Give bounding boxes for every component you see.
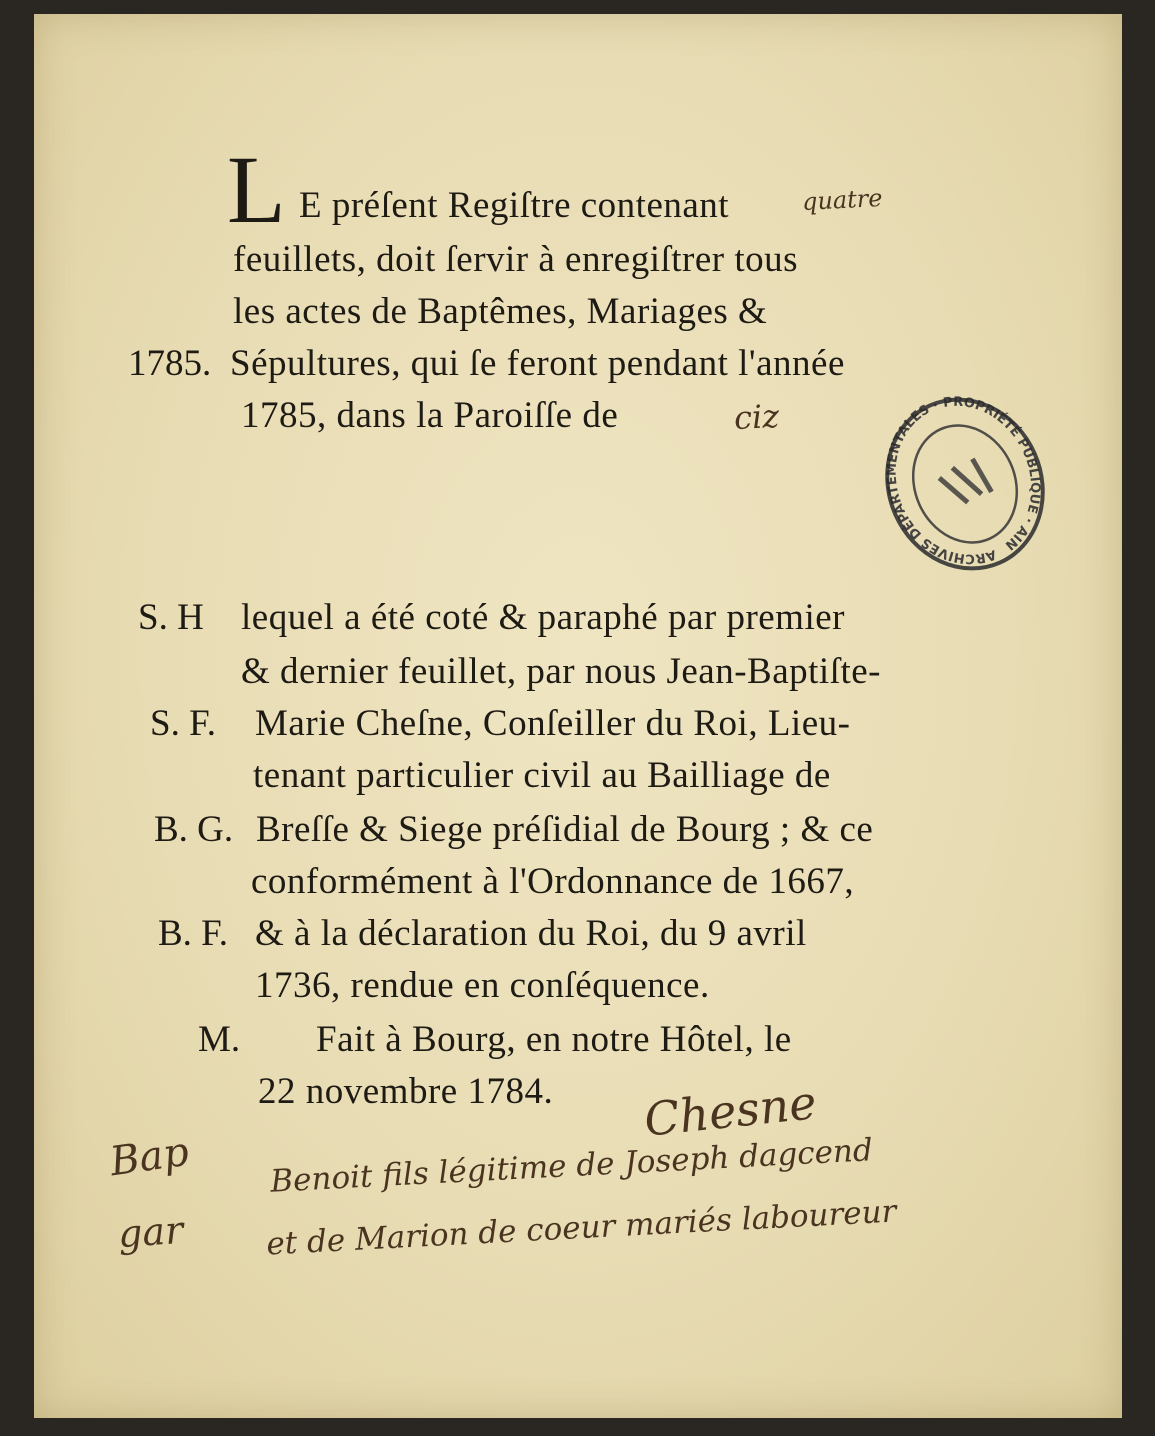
text-line-3: les actes de Baptêmes, Mariages & (233, 291, 768, 332)
text-line-13: 1736, rendue en conſéquence. (255, 965, 710, 1006)
svg-text:ARCHIVES DÉPARTEMENTALES · PRO (882, 390, 1048, 578)
text-line-7: & dernier feuillet, par nous Jean-Baptiſte- (241, 651, 882, 692)
drop-cap: L (227, 136, 286, 243)
text-line-14: Fait à Bourg, en notre Hôtel, le (316, 1019, 792, 1060)
register-page (34, 14, 1122, 1418)
text-line-2: feuillets, doit ſervir à enregiſtrer tous (233, 239, 799, 280)
text-line-4: Sépultures, qui ſe feront pendant l'année (230, 343, 845, 384)
handwritten-entry-line-1: Benoit fils légitime de Joseph dagcend (269, 1132, 874, 1200)
text-line-1: E préſent Regiſtre contenant (299, 185, 730, 226)
handwritten-margin-gar: gar (116, 1207, 185, 1257)
stamp-legend: ARCHIVES DÉPARTEMENTALES · PROPRIÉTÉ PUBLIQUE · AIN (884, 394, 1043, 566)
text-line-5: 1785, dans la Paroiſſe de (241, 395, 619, 436)
text-line-8: Marie Cheſne, Conſeiller du Roi, Lieu- (255, 703, 851, 744)
handwritten-leaf-count: quatre (801, 183, 884, 217)
margin-b-g: B. G. (154, 809, 234, 850)
margin-s-h: S. H (138, 597, 204, 638)
handwritten-margin-bap: Bap (107, 1128, 192, 1186)
text-line-9: tenant particulier civil au Bailliage de (253, 755, 831, 796)
text-line-10: Breſſe & Siege préſidial de Bourg ; & ce (256, 809, 874, 850)
handwritten-signature: Chesne (641, 1075, 819, 1147)
handwritten-entry-line-2: et de Marion de coeur mariés laboureur (265, 1193, 898, 1263)
archive-stamp (882, 390, 1048, 578)
stamp-seal-icon (882, 390, 1048, 578)
text-line-12: & à la déclaration du Roi, du 9 avril (255, 913, 807, 954)
margin-b-f: B. F. (158, 913, 229, 954)
text-line-6: lequel a été coté & paraphé par premier (241, 597, 845, 638)
margin-m: M. (198, 1019, 241, 1060)
margin-s-f: S. F. (150, 703, 216, 744)
text-line-11: conformément à l'Ordonnance de 1667, (251, 861, 855, 902)
handwritten-parish: ciz (733, 396, 780, 438)
text-line-15: 22 novembre 1784. (258, 1071, 554, 1112)
margin-year: 1785. (128, 343, 212, 384)
